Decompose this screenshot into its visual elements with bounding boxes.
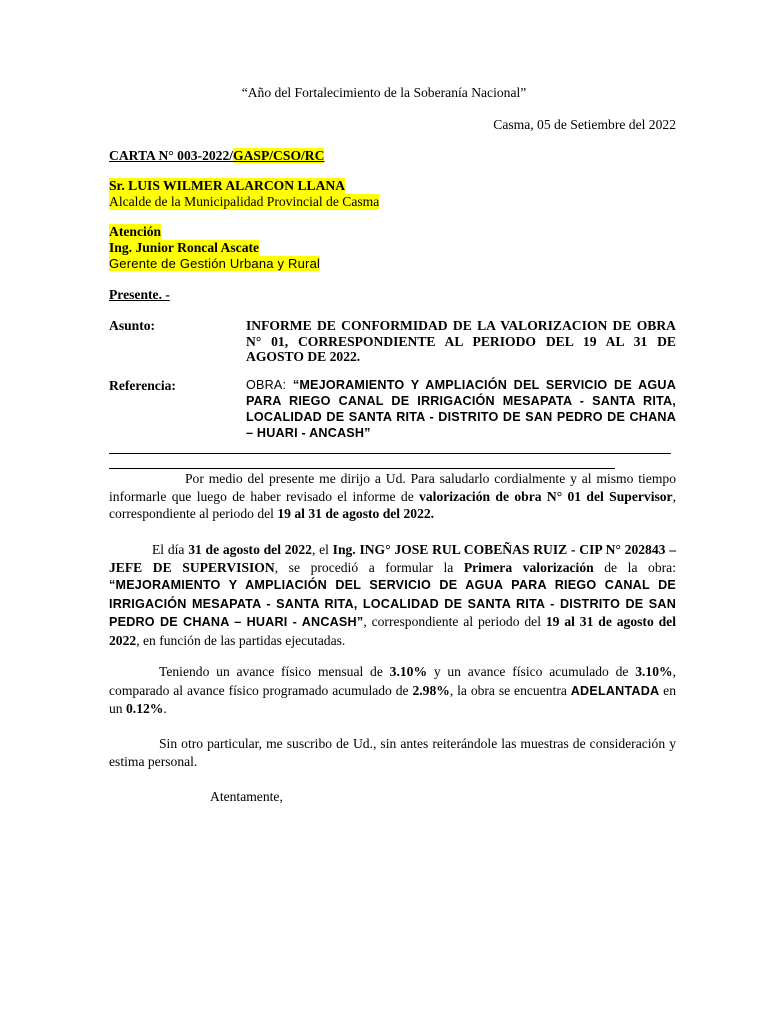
paragraph-4: Sin otro particular, me suscribo de Ud., sin antes reiterándole las muestras de consideración y estima personal. [109, 736, 676, 769]
date: Casma, 05 de Setiembre del 2022 [493, 117, 676, 132]
p2-text-b: 31 de agosto del 2022 [188, 542, 312, 557]
attention-position: Gerente de Gestión Urbana y Rural [109, 256, 321, 271]
p2-text-h: “MEJORAMIENTO Y AMPLIACIÓN DEL SERVICIO DE AGUA PARA RIEGO CANAL DE IRRIGACIÓN MESAPATA - SANTA RITA, LOCALIDAD DE SANTA RITA - DISTRITO DE SAN PEDRO DE CHANA – HUARI - ANCASH” [109, 578, 676, 630]
p2-text-f: Primera valorización [463, 559, 594, 575]
p2-text-k: , en función de las partidas ejecutadas. [136, 632, 346, 648]
p3-text-c: y un avance físico acumulado de [427, 664, 636, 679]
subject-text: INFORME DE CONFORMIDAD DE LA VALORIZACION DE OBRA N° 01, CORRESPONDIENTE AL PERIODO DEL 19 AL 31 DE AGOSTO DE 2022. [246, 318, 676, 364]
p3-text-g: , la obra se encuentra [449, 682, 571, 698]
divider-line-short [109, 468, 615, 469]
p2-text-d: Ing. ING° JOSE RUL COBEÑAS RUIZ - CIP N° 202843 – JEFE DE SUPERVISION [109, 542, 676, 575]
letter-number-prefix: CARTA N° 003-2022/ [109, 148, 234, 163]
motto: “Año del Fortalecimiento de la Soberanía Nacional” [241, 85, 527, 100]
p1-text-b: valorización de obra N° 01 del Supervisor [419, 488, 673, 504]
paragraph-1 [109, 470, 676, 523]
reference-label: Referencia: [109, 378, 176, 393]
p2-text-a: El día [152, 542, 189, 557]
p3-text-i: en un [109, 682, 676, 716]
p2-text-c: , el [311, 542, 333, 557]
p2-text-e: , se procedió a formular la [274, 559, 464, 575]
p3-text-d: 3.10% [635, 664, 673, 679]
presente: Presente. - [109, 287, 170, 302]
recipient-position: Alcalde de la Municipalidad Provincial de Casma [109, 194, 380, 209]
p3-text-a: Teniendo un avance físico mensual de [159, 664, 390, 679]
p2-text-j: 19 al 31 de agosto del 2022 [109, 614, 676, 648]
letter-number [109, 148, 324, 164]
attention-label: Atención [109, 224, 162, 239]
p3-text-k: . [163, 701, 167, 716]
paragraph-2 [109, 541, 676, 650]
p3-text-f: 2.98% [412, 682, 450, 698]
p3-text-j: 0.12% [126, 701, 164, 716]
p3-text-b: 3.10% [389, 664, 428, 679]
reference-block [246, 377, 676, 441]
p1-text-d: 19 al 31 de agosto del 2022. [277, 506, 435, 521]
subject-label: Asunto: [109, 318, 156, 333]
reference-prefix: OBRA: [246, 378, 293, 392]
p1-text-c: , correspondiente al periodo del [109, 488, 676, 521]
p3-text-h: ADELANTADA [570, 683, 660, 698]
p1-text-a: Por medio del presente me dirijo a Ud. Para saludarlo cordialmente y al mismo tiempo informarle que luego de haber revisado el informe de [109, 471, 676, 504]
p3-text-e: , comparado al avance físico programado acumulado de [109, 664, 677, 698]
attention-name: Ing. Junior Roncal Ascate [109, 240, 260, 255]
paragraph-3 [109, 663, 676, 719]
letter-number-code: GASP/CSO/RC [233, 148, 325, 163]
reference-text: “MEJORAMIENTO Y AMPLIACIÓN DEL SERVICIO DE AGUA PARA RIEGO CANAL DE IRRIGACIÓN MESAPATA - SANTA RITA, LOCALIDAD DE SANTA RITA - DISTRITO DE SAN PEDRO DE CHANA – HUARI - ANCASH” [246, 378, 676, 440]
closing: Atentamente, [210, 789, 283, 804]
divider-line [109, 453, 671, 454]
recipient-name: Sr. LUIS WILMER ALARCON LLANA [109, 178, 346, 193]
p2-text-i: , correspondiente al periodo del [363, 614, 546, 630]
p2-text-g: de la obra: [593, 559, 676, 575]
